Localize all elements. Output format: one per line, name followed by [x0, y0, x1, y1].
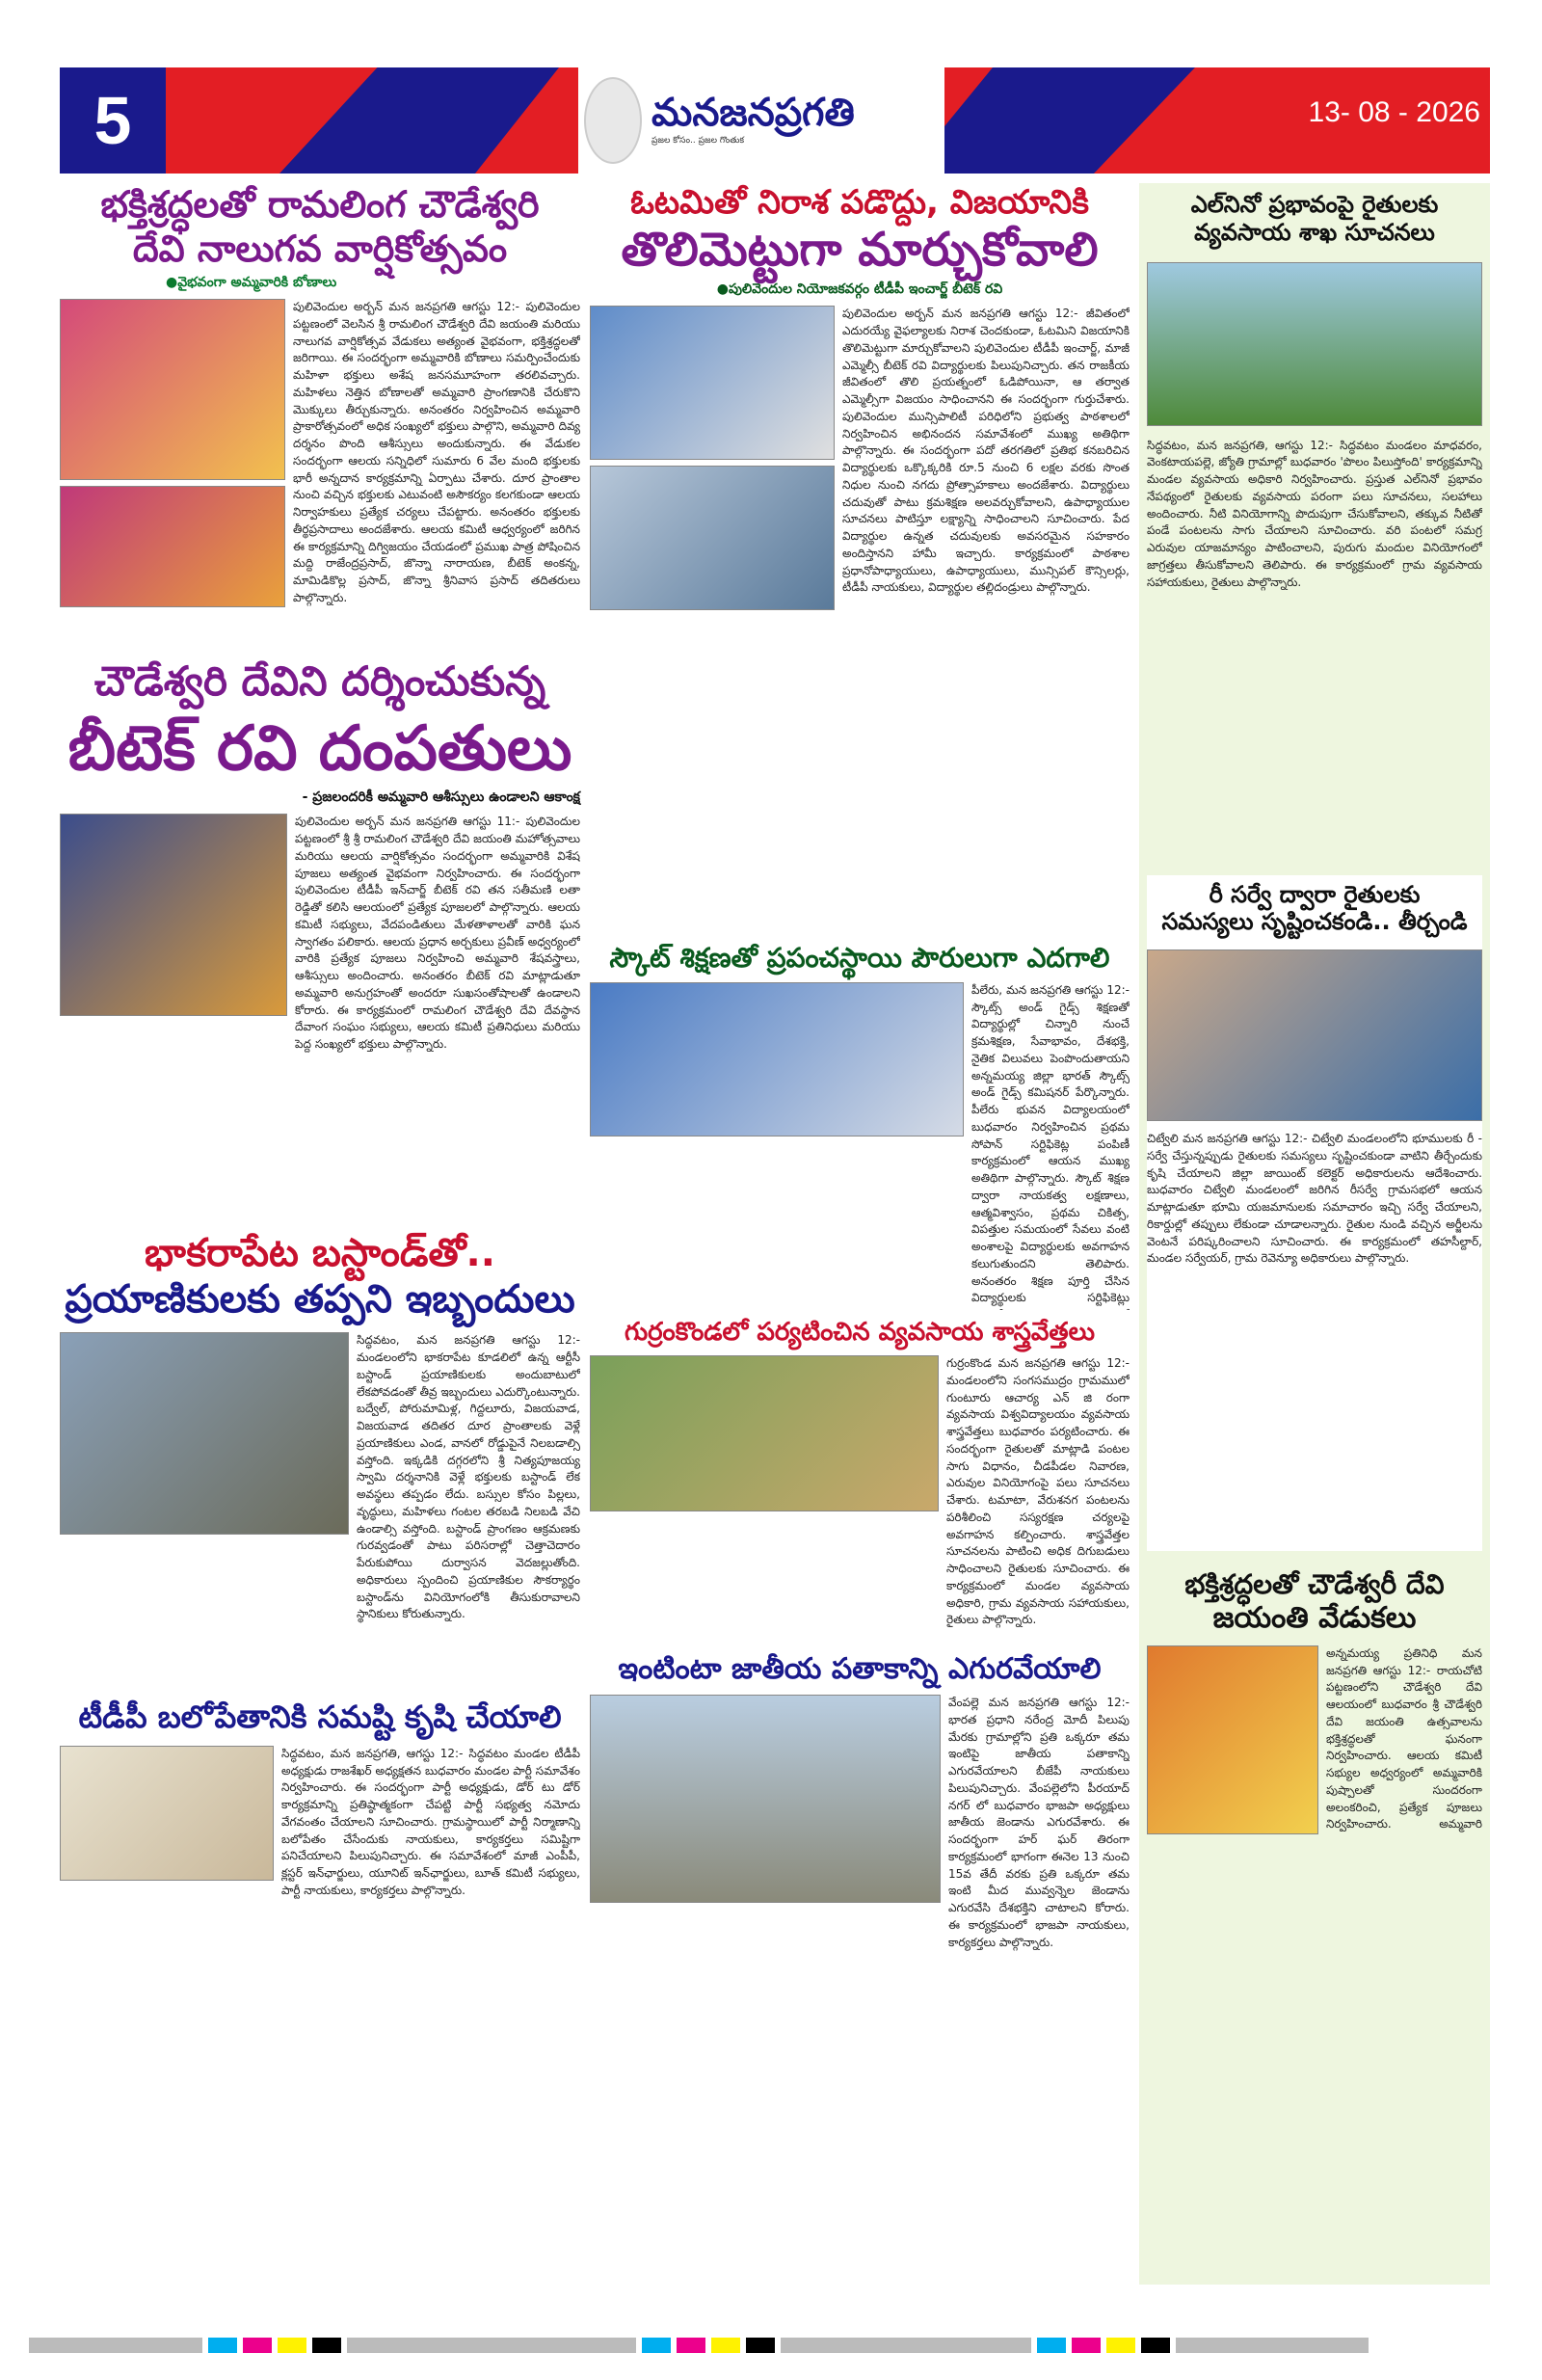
subhead: ●వైభవంగా అమ్మవారికి బోణాలు [166, 275, 337, 291]
color-swatch [243, 2338, 272, 2353]
color-swatch [1037, 2338, 1066, 2353]
headline: ప్రయాణికులకు తప్పని ఇబ్బందులు [65, 1277, 575, 1323]
headline: బీటెక్ రవి దంపతులు [67, 712, 572, 785]
article-body: సిద్ధవటం, మన జనప్రగతి, ఆగస్టు 12:- సిద్ధవటం మండలం మాధవరం, వెంకటాయపల్లె, జ్యోతి గ్రామాల్లో బుధవారం 'పొలం పిలుస్తోంది' కార్యక్రమాన్ని మండల వ్యవసాయ అధికారి నిర్వహించారు. ప్రస్తుత ఎల్‌నినో ప్రభావం నేపథ్యంలో రైతులకు వ్యవసాయ పరంగా పలు సూచనలు, సలహాలు అందించారు. నీటి వినియోగాన్ని పొదుపుగా చేసుకోవాలని, తక్కువ నీటితో పండే పంటలను సాగు చేయాలని సూచించారు. వరి పంటలో సమగ్ర ఎరువుల యాజమాన్యం పాటించాలని, పురుగు మందుల వినియోగంలో జాగ్రత్తలు తీసుకోవాలని తెలిపారు. ఈ కార్యక్రమంలో గ్రామ వ్యవసాయ సహాయకులు, రైతులు పాల్గొన్నారు. [1147, 438, 1482, 589]
photo-paddy-field [1147, 262, 1482, 426]
masthead-logo-icon [584, 77, 642, 164]
color-swatch [642, 2338, 671, 2353]
photo-devotees [60, 486, 285, 607]
color-swatch [1106, 2338, 1135, 2353]
right-column [1139, 183, 1490, 2285]
article-flag [590, 1652, 1130, 2013]
color-swatch [711, 2338, 740, 2353]
color-swatch [312, 2338, 341, 2353]
center-column [590, 183, 1130, 2013]
headline: భక్తిశ్రద్ధలతో చౌడేశ్వరీ దేవి [1184, 1568, 1445, 1601]
masthead-title: మనజనప్రగతి [651, 91, 855, 135]
article-body: పీలేరు, మన జనప్రగతి ఆగస్టు 12:- స్కౌట్స్ అండ్ గైడ్స్ శిక్షణతో విద్యార్థుల్లో చిన్నారి నుంచే క్రమశిక్షణ, సేవాభావం, దేశభక్తి, నైతిక విలువలు పెంపొందుతాయని అన్నమయ్య జిల్లా భారత్ స్కౌట్స్ అండ్ గైడ్స్ కమిషనర్ పేర్కొన్నారు. పీలేరు భువన విద్యాలయంలో బుధవారం నిర్వహించిన ప్రథమ సోపాన్ సర్టిఫికెట్ల పంపిణీ కార్యక్రమంలో ఆయన ముఖ్య అతిథిగా పాల్గొన్నారు. స్కౌట్ శిక్షణ ద్వారా నాయకత్వ లక్షణాలు, ఆత్మవిశ్వాసం, ప్రథమ చికిత్స, విపత్తుల సమయంలో సేవలు వంటి అంశాలపై విద్యార్థులకు అవగాహన కలుగుతుందని తెలిపారు. అనంతరం శిక్షణ పూర్తి చేసిన విద్యార్థులకు సర్టిఫికెట్లు [971, 982, 1130, 1305]
photo-grievance [1147, 949, 1482, 1121]
masthead [578, 67, 944, 174]
left-column [60, 183, 580, 1996]
headline: స్కౌట్ శిక్షణతో ప్రపంచస్థాయి పౌరులుగా ఎదగాలి [609, 942, 1110, 975]
article-ramalinga [60, 183, 580, 607]
color-swatch [1141, 2338, 1170, 2353]
article-body: సిద్ధవటం, మన జనప్రగతి, ఆగస్టు 12:- సిద్ధవటం మండల టీడీపీ అధ్యక్షుడు రాజశేఖర్ అధ్యక్షతన బుధవారం మండల పార్టీ సమావేశం నిర్వహించారు. ఈ సందర్భంగా పార్టీ అధ్యక్షుడు, డోర్ టు డోర్ కార్యక్రమాన్ని ప్రతిష్ఠాత్మకంగా చేపట్టి పార్టీ సభ్యత్వ నమోదు వేగవంతం చేయాలని సూచించారు. గ్రామస్థాయిలో పార్టీ నిర్మాణాన్ని బలోపేతం చేసేందుకు నాయకులు, కార్యకర్తలు సమిష్టిగా పనిచేయాలని పిలుపునిచ్చారు. ఈ సమావేశంలో మాజీ ఎంపీపీ, క్లస్టర్ ఇన్‌ఛార్జులు, యూనిట్ ఇన్‌ఛార్జులు, బూత్ కమిటీ సభ్యులు, పార్టీ నాయకులు, కార్యకర్తలు పాల్గొన్నారు. [281, 1746, 580, 1897]
article-body: గుర్రంకొండ మన జనప్రగతి ఆగస్టు 12:- మండలంలోని సంగసముద్రం గ్రామములో గుంటూరు ఆచార్య ఎన్ జి రంగా వ్యవసాయ విశ్వవిద్యాలయం వ్యవసాయ శాస్త్రవేత్తలు బుధవారం పర్యటించారు. ఈ సందర్భంగా రైతులతో మాట్లాడి పంటల సాగు విధానం, చీడపీడల నివారణ, ఎరువుల వినియోగంపై పలు సూచనలు చేశారు. టమాటా, వేరుశనగ పంటలను పరిశీలించి సస్యరక్షణ చర్యలపై అవగాహన కల్పించారు. శాస్త్రవేత్తల సూచనలను పాటించి అధిక దిగుబడులు సాధించాలని రైతులకు సూచించారు. ఈ కార్యక్రమంలో మండల వ్యవసాయ అధికారి, గ్రామ వ్యవసాయ సహాయకులు, రైతులు పాల్గొన్నారు. [946, 1356, 1130, 1627]
article-body: వేంపల్లె మన జనప్రగతి ఆగస్టు 12:- భారత ప్రధాని నరేంద్ర మోదీ పిలుపు మేరకు గ్రామాల్లోని ప్రతి ఒక్కరూ తమ ఇంటిపై జాతీయ పతాకాన్ని ఎగురవేయాలని బీజేపీ నాయకులు పిలుపునిచ్చారు. వేంపల్లెలోని పీరయాద్ నగర్ లో బుధవారం భాజపా అధ్యక్షులు జాతీయ జెండాను ఎగురవేశారు. ఈ సందర్భంగా హర్ ఘర్ తిరంగా కార్యక్రమంలో భాగంగా ఈనెల 13 నుంచి 15వ తేదీ వరకు ప్రతి ఒక్కరూ తమ ఇంటి మీద మువ్వన్నెల జెండాను ఎగురవేసి దేశభక్తిని చాటాలని కోరారు. ఈ కార్యక్రమంలో భాజపా నాయకులు, కార్యకర్తలు పాల్గొన్నారు. [948, 1696, 1130, 1949]
color-swatch [781, 2338, 1031, 2353]
photo-flag-hoisting [590, 1695, 941, 1903]
masthead-tagline: ప్రజల కోసం.. ప్రజల గొంతుక [651, 136, 745, 146]
headline: గుర్రంకొండలో పర్యటించిన వ్యవసాయ శాస్త్రవేత్తలు [624, 1317, 1096, 1347]
headline: రీ సర్వే ద్వారా రైతులకు [1209, 880, 1421, 908]
headline: దేవి నాలుగవ వార్షికోత్సవం [132, 227, 508, 270]
photo-temple-visit [60, 814, 287, 1016]
color-swatch [208, 2338, 237, 2353]
headline: ఓటమితో నిరాశ పడొద్దు, విజయానికి [630, 183, 1089, 222]
photo-deity [1147, 1645, 1318, 1834]
color-swatch [746, 2338, 775, 2353]
photo-bus-stand [60, 1332, 349, 1535]
color-swatch [1176, 2338, 1369, 2353]
article-body: పులివెందుల అర్బన్ మన జనప్రగతి ఆగస్టు 12:- పులివెందుల పట్టణంలో వెలసిన శ్రీ రామలింగ చౌడేశ్వరి దేవి జయంతి మరియు నాలుగవ వార్షికోత్సవ వేడుకలు అత్యంత వైభవంగా, భక్తిశ్రద్ధలతో జరిగాయి. ఈ సందర్భంగా అమ్మవారికి బోణాలు సమర్పించేందుకు మహిళా భక్తులు అశేష జనసమూహంగా తరలివచ్చారు. మహిళలు నెత్తిన బోణాలతో అమ్మవారి ప్రాంగణానికి చేరుకొని మొక్కులు తీర్చుకున్నారు. అనంతరం నిర్వహించిన అమ్మవారి ప్రాకారోత్సవంలో అధిక సంఖ్యలో భక్తులు పాల్గొని, అమ్మవారి దివ్య దర్శనం పొంది ఆశీస్సులు అందుకున్నారు. ఈ వేడుకల సందర్భంగా ఆలయ సన్నిధిలో సుమారు 6 వేల మంది భక్తులకు భారీ అన్నదాన కార్యక్రమాన్ని ఏర్పాటు చేశారు. దూర ప్రాంతాల నుంచి వచ్చిన భక్తులకు ఎటువంటి అసౌకర్యం కలగకుండా ఆలయ నిర్వాహకులు ప్రత్యేక చర్యలు చేపట్టారు. అనంతరం భక్తులకు తీర్థప్రసాదాలు అందజేశారు. ఆలయ కమిటీ ఆధ్వర్యంలో జరిగిన ఈ కార్యక్రమాన్ని దిగ్విజయం చేయడంలో ప్రముఖ పాత్ర పోషించిన మద్ది రాజేంద్రప్రసాద్, జొన్నా నారాయణ, బీటెక్ అంకన్న, మామిడికొల్ల ప్రసాద్, జొన్నా శ్రీనివాస ప్రసాద్ తదితరులు పాల్గొన్నారు. [293, 300, 580, 604]
article-bakarapet [60, 1230, 580, 1689]
headline: భక్తిశ్రద్ధలతో రామలింగ చౌడేశ్వరి [100, 183, 540, 226]
color-swatch [1072, 2338, 1101, 2353]
article-elnino [1147, 191, 1482, 862]
headline: చౌడేశ్వరి దేవిని దర్శించుకున్న [93, 657, 546, 706]
photo-award-event [590, 306, 835, 460]
subhead: - ప్రజలందరికీ అమ్మవారి ఆశీస్సులు ఉండాలని ఆకాంక్ష [302, 789, 580, 806]
photo-students [590, 466, 835, 610]
headline: ఇంటింటా జాతీయ పతాకాన్ని ఎగురవేయాలి [618, 1652, 1102, 1687]
article-body: అన్నమయ్య ప్రతినిధి మన జనప్రగతి ఆగస్టు 12:- రాయచోటి పట్టణంలోని చౌడేశ్వరి దేవి ఆలయంలో బుధవారం శ్రీ చౌడేశ్వరి దేవి జయంతి ఉత్సవాలను భక్తిశ్రద్ధలతో ఘనంగా నిర్వహించారు. ఆలయ కమిటీ సభ్యుల అధ్వర్యంలో అమ్మవారికి పుష్పాలతో సుందరంగా అలంకరించి, ప్రత్యేక పూజలు నిర్వహించారు. అమ్మవారి [1326, 1645, 1482, 1832]
headline: వ్యవసాయ శాఖ సూచనలు [1194, 218, 1435, 246]
article-btech-ravi [60, 657, 580, 1218]
photo-goddess [60, 299, 285, 480]
headline: టీడీపీ బలోపేతానికి సమష్టి కృషి చేయాలి [78, 1698, 562, 1736]
article-scouts [590, 942, 1130, 1310]
article-resurvey [1147, 875, 1482, 1552]
article-body: చిట్వేలి మన జనప్రగతి ఆగస్టు 12:- చిట్వేలి మండలంలోని భూములకు రీ - సర్వే చేస్తున్నప్పుడు రైతులకు సమస్యలు సృష్టించకుండా వాటిని తీర్చేందుకు కృషి చేయాలని జిల్లా జాయింట్ కలెక్టర్ అధికారులను ఆదేశించారు. బుధవారం చిట్వేలి మండలంలో జరిగిన రీసర్వే గ్రామసభలో ఆయన మాట్లాడుతూ భూమి యజమానులకు సమాచారం ఇచ్చి సర్వే చేయాలని, రికార్డుల్లో తప్పులు లేకుండా చూడాలన్నారు. రైతుల నుండి వచ్చిన అర్జీలను వెంటనే పరిష్కరించాలని సూచించారు. ఈ కార్యక్రమంలో తహసీల్దార్, మండల సర్వేయర్, గ్రామ రెవెన్యూ అధికారులు పాల్గొన్నారు. [1147, 1132, 1482, 1266]
article-chowdeswari [1147, 1568, 1482, 1834]
article-body: పులివెందుల అర్బన్ మన జనప్రగతి ఆగస్టు 11:- పులివెందుల పట్టణంలో శ్రీ శ్రీ రామలింగ చౌడేశ్వరి దేవి జయంతి మహోత్సవాలు మరియు ఆలయ వార్షికోత్సవం సందర్భంగా అమ్మవారికి విశేష పూజలు అత్యంత వైభవంగా నిర్వహించారు. ఈ సందర్భంగా పులివెందుల టీడీపీ ఇన్‌చార్జ్ బీటెక్ రవి తన సతీమణి లతా రెడ్డితో కలిసి ఆలయంలో ప్రత్యేక పూజలలో పాల్గొన్నారు. ఆలయ కమిటీ సభ్యులు, వేదపండితులు మేళతాళాలతో వారికి ఘన స్వాగతం పలికారు. ఆలయ ప్రధాన అర్చకులు ప్రవీణ్ అధ్వర్యంలో వారికి ప్రత్యేక పూజలు నిర్వహించి అమ్మవారి శేషవస్త్రాలు, ఆశీస్సులు అందించారు. అనంతరం బీటెక్ రవి మాట్లాడుతూ అమ్మవారి అనుగ్రహంతో అందరూ సుఖసంతోషాలతో ఉండాలని కోరారు. ఈ కార్యక్రమంలో రామలింగ చౌడేశ్వరి దేవి దేవస్థాన దేవాంగ సంఘం సభ్యులు, ఆలయ కమిటీ ప్రతినిధులు మరియు పెద్ద సంఖ్యలో భక్తులు పాల్గొన్నారు. [295, 815, 580, 1052]
photo-scouts-group [590, 982, 964, 1137]
color-swatch [347, 2338, 636, 2353]
issue-date: 13- 08 - 2026 [1308, 96, 1480, 128]
article-defeat [590, 183, 1130, 932]
headline: భాకరాపేట బస్టాండ్‌తో.. [145, 1231, 495, 1276]
article-body: సిద్ధవటం, మన జనప్రగతి ఆగస్టు 12:- మండలంలోని భాకరాపేట కూడలిలో ఉన్న ఆర్టీసీ బస్టాండ్ ప్రయాణికులకు అందుబాటులో లేకపోవడంతో తీవ్ర ఇబ్బందులు ఎదుర్కొంటున్నారు. బద్వేల్, పోరుమామిళ్ల, గిద్దలూరు, విజయవాడ, విజయవాడ తదితర దూర ప్రాంతాలకు వెళ్లే ప్రయాణికులు ఎండ, వానలో రోడ్డుపైనే నిలబడాల్సి వస్తోంది. ఇక్కడికి దగ్గరలోని శ్రీ నిత్యపూజయ్య స్వామి దర్శనానికి వెళ్లే భక్తులకు బస్టాండ్ లేక అవస్థలు తప్పడం లేదు. బస్సుల కోసం పిల్లలు, వృద్ధులు, మహిళలు గంటల తరబడి నిలబడి వేచి ఉండాల్సి వస్తోంది. బస్టాండ్ ప్రాంగణం ఆక్రమణకు గురవ్వడంతో పాటు పరిసరాల్లో చెత్తాచెదారం పేరుకుపోయి దుర్వాసన వెదజల్లుతోంది. అధికారులు స్పందించి ప్రయాణికుల సౌకర్యార్థం బస్టాండ్‌ను వినియోగంలోకి తీసుకురావాలని స్థానికులు కోరుతున్నారు. [357, 1333, 580, 1621]
subhead: ●పులివెందుల నియోజకవర్గం టీడీపీ ఇంచార్జ్ బీటెక్ రవి [716, 281, 1003, 298]
headline: తొలిమెట్టుగా మార్చుకోవాలి [621, 222, 1099, 277]
article-gurramkonda [590, 1318, 1130, 1645]
color-swatch [278, 2338, 306, 2353]
photo-tdp-meeting [60, 1746, 274, 1881]
article-tdp [60, 1698, 580, 1995]
color-swatch [29, 2338, 202, 2353]
color-swatch [677, 2338, 705, 2353]
page-number: 5 [60, 67, 166, 174]
print-color-bar [29, 2333, 1513, 2358]
article-body: పులివెందుల అర్బన్ మన జనప్రగతి ఆగస్టు 12:- జీవితంలో ఎదురయ్యే వైఫల్యాలకు నిరాశ చెందకుండా, ఓటమిని విజయానికి తొలిమెట్టుగా మార్చుకోవాలని పులివెందుల టీడీపీ ఇంచార్జ్, మాజీ ఎమ్మెల్సీ బీటెక్ రవి విద్యార్థులకు పిలుపునిచ్చారు. తన రాజకీయ జీవితంలో తొలి ప్రయత్నంలో ఓడిపోయినా, ఆ తర్వాత ఎమ్మెల్సీగా విజయం సాధించానని ఈ సందర్భంగా గుర్తుచేశారు. పులివెందుల మున్సిపాలిటీ పరిధిలోని ప్రభుత్వ పాఠశాలలో నిర్వహించిన అభినందన సమావేశంలో ముఖ్య అతిథిగా పాల్గొన్నారు. ఈ సందర్భంగా పదో తరగతిలో ప్రతిభ కనబరిచిన విద్యార్థులకు ఒక్కొక్కరికి రూ.5 నుంచి 6 లక్షల వరకు సొంత నిధుల నుంచి నగదు ప్రోత్సాహకాలు అందజేశారు. విద్యార్థులు చదువుతో పాటు క్రమశిక్షణ అలవర్చుకోవాలని, ఉపాధ్యాయుల సూచనలు పాటిస్తూ లక్ష్యాన్ని సాధించాలని సూచించారు. పేద విద్యార్థుల ఉన్నత చదువులకు అవసరమైన సహకారం అందిస్తానని హామీ ఇచ్చారు. కార్యక్రమంలో పాఠశాల ప్రధానోపాధ్యాయులు, ఉపాధ్యాయులు, మున్సిపల్ కౌన్సిలర్లు, టీడీపీ నాయకులు, విద్యార్థుల తల్లిదండ్రులు పాల్గొన్నారు. [842, 307, 1130, 595]
photo-field-visit [590, 1355, 939, 1511]
headline: ఎల్‌నినో ప్రభావంపై రైతులకు [1190, 191, 1439, 218]
headline: సమస్యలు సృష్టించకండి.. తీర్చండి [1161, 908, 1468, 936]
headline: జయంతి వేడుకలు [1212, 1600, 1417, 1635]
